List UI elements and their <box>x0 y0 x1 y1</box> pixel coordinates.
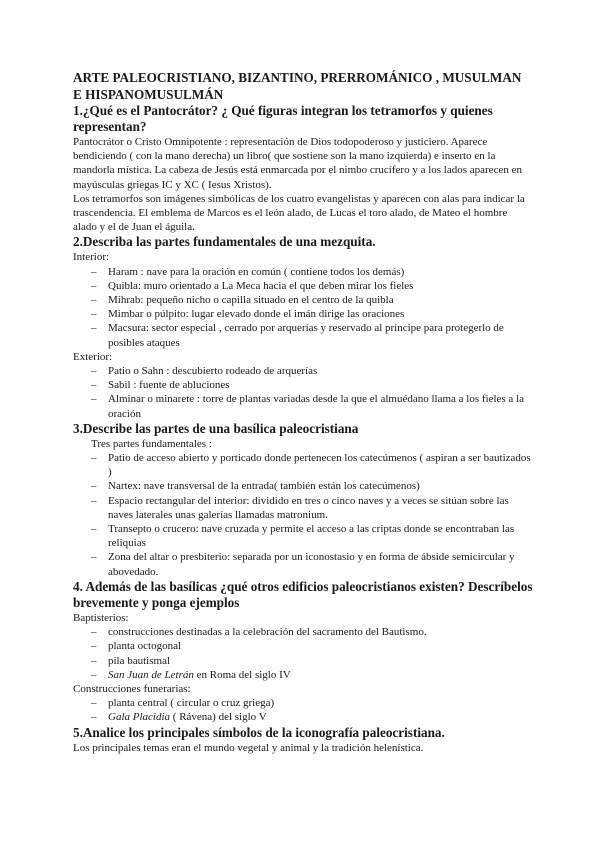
list-item <box>73 668 533 682</box>
list-item: – Transepto o crucero: nave cruzada y permite el acceso a las criptas donde se encontraban las reliquias <box>73 522 533 550</box>
list-item <box>73 710 533 724</box>
question-1-heading: 1.¿Qué es el Pantocrátor? ¿ Qué figuras integran los tetramorfos y quienes representan? <box>73 103 493 134</box>
question-1-paragraph-2: Los tetramorfos son imágenes simbólicas de los cuatro evangelistas y aparecen con alas para indicar la trascendencia. El emblema de Marcos es el león alado, de Lucas el toro alado, de Mateo el hombre alado y el de Juan el águila. <box>73 192 525 234</box>
question-5-heading: 5.Analice los principales símbolos de la iconografía paleocristiana. <box>73 724 445 740</box>
list-item: – planta central ( circular o cruz griega) <box>73 696 533 710</box>
exterior-list <box>73 364 533 421</box>
list-item: – Zona del altar o presbiterio: separada por un iconostasio y en forma de ábside semicircular y abovedado. <box>73 550 533 578</box>
basilica-intro: Tres partes fundamentales : <box>91 437 212 450</box>
basilica-parts-list <box>73 451 533 579</box>
example-detail: en Roma del siglo IV <box>193 668 291 681</box>
list-item: – Alminar o minarete : torre de plantas variadas desde la que el almuédano llama a los fieles a la oración <box>73 392 533 420</box>
question-4-heading: 4. Además de las basílicas ¿qué otros edificios paleocristianos existen? Descríbelos brevemente y ponga ejemplos <box>73 578 533 610</box>
list-item: – Mihrab: pequeño nicho o capilla situado en el centro de la quibla <box>73 293 533 307</box>
question-3-heading: 3.Describe las partes de una basílica paleocristiana <box>73 420 359 436</box>
funerarias-list <box>73 696 533 724</box>
question-2-heading: 2.Describa las partes fundamentales de una mezquita. <box>73 234 376 250</box>
question-1-paragraph-1: Pantocrátor o Cristo Omnipotente : representación de Dios todopoderoso y justiciero. Aparece bendiciendo ( con la mano derecha) un libro( que sostiene son la mano izquierda) e inserto en la mandorla mística. La cabeza de Jesús está enmarcada por el nimbo crucífero y a los lados aparecen en mayúsculas griegas IC y XC ( Iesus Xristos). <box>73 136 522 191</box>
list-item: – construcciones destinadas a la celebración del sacramento del Bautismo. <box>73 625 533 639</box>
list-item: – planta octogonal <box>73 639 533 653</box>
list-item: – Nartex: nave transversal de la entrada( también están los catecúmenos) <box>73 479 533 493</box>
example-detail: ( Rávena) del siglo V <box>170 711 267 724</box>
interior-list <box>73 265 533 350</box>
question-5-paragraph: Los principales temas eran el mundo vegetal y animal y la tradición helenística. <box>73 741 424 754</box>
baptisterios-label: Baptisterios: <box>73 611 129 624</box>
list-item: – Haram : nave para la oración en común ( contiene todos los demás) <box>73 265 533 279</box>
document-content <box>73 69 533 755</box>
example-name: San Juan de Letrán <box>108 668 194 681</box>
list-item: – pila bautismal <box>73 654 533 668</box>
exterior-label: Exterior: <box>73 350 113 363</box>
list-item: – Sabil : fuente de abluciones <box>73 378 533 392</box>
list-item: – Mimbar o púlpito: lugar elevado donde el imán dirige las oraciones <box>73 307 533 321</box>
example-name: Gala Placidia <box>108 711 171 724</box>
list-item: – Espacio rectangular del interior: dividido en tres o cinco naves y a veces se sitúan sobre las naves laterales unas galerías llamadas matronium. <box>73 494 533 522</box>
list-item: – Macsura: sector especial , cerrado por arquerías y reservado al príncipe para protegerlo de posibles ataques <box>73 321 533 349</box>
document-title: ARTE PALEOCRISTIANO, BIZANTINO, PRERROMÁNICO , MUSULMAN E HISPANOMUSULMÁN <box>73 70 522 102</box>
list-item: – Patio o Sahn : descubierto rodeado de arquerías <box>73 364 533 378</box>
baptisterios-list <box>73 625 533 682</box>
list-item: – Patio de acceso abierto y porticado donde pertenecen los catecúmenos ( aspiran a ser bautizados ) <box>73 451 533 479</box>
interior-label: Interior: <box>73 251 110 264</box>
list-item: – Quibla: muro orientado a La Meca hacia el que deben mirar los fieles <box>73 279 533 293</box>
funerarias-label: Construcciones funerarias: <box>73 682 191 695</box>
